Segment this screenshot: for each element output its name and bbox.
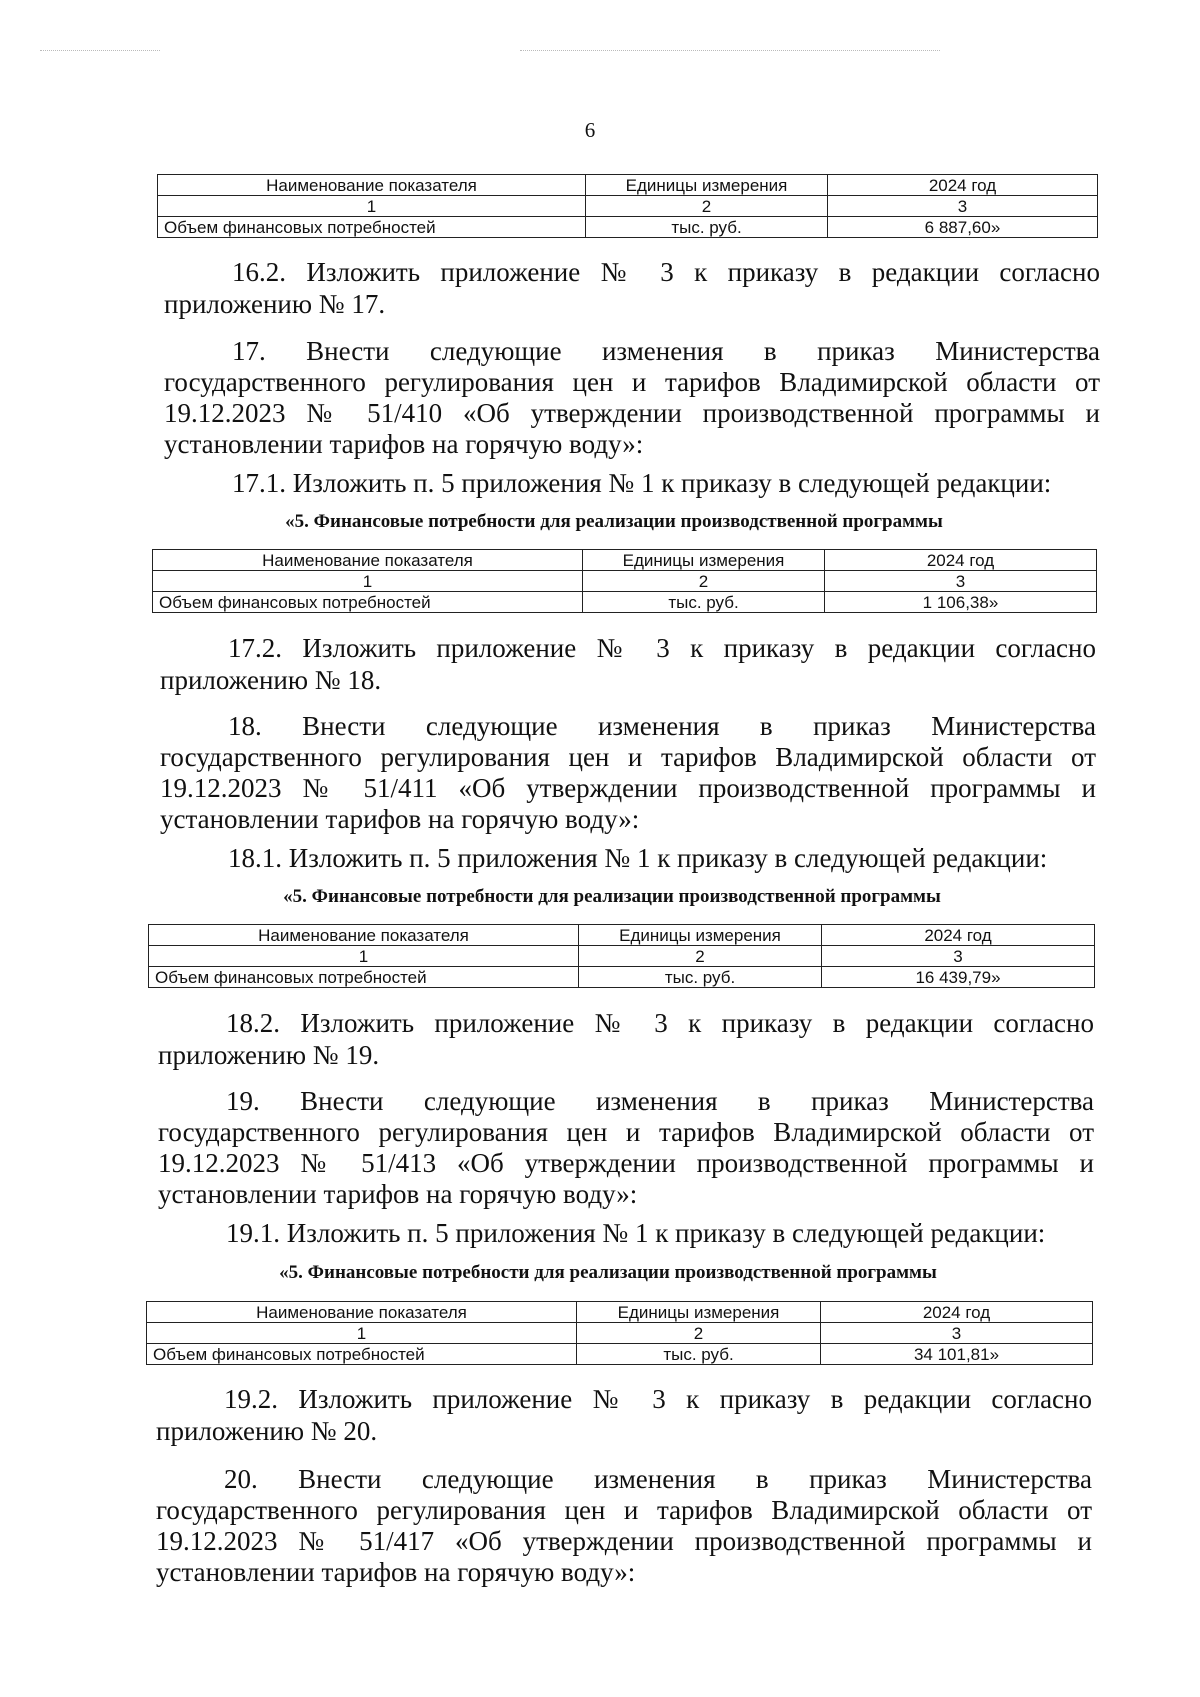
header-cell-unit: Единицы измерения — [586, 175, 828, 196]
row-label: Объем финансовых потребностей — [153, 592, 583, 613]
index-cell: 3 — [821, 1323, 1093, 1344]
row-unit: тыс. руб. — [579, 967, 822, 988]
row-label: Объем финансовых потребностей — [158, 217, 586, 238]
paragraph-18: 18. Внести следующие изменения в приказ Министерства государственного регулирования цен и тарифов Владимирской области от 19.12.2023 № 51/411 «Об утверждении производственной программы и установлении тарифов на горячую воду»: — [160, 711, 1096, 834]
index-cell: 2 — [577, 1323, 821, 1344]
paragraph-17-2-cont: приложению № 18. — [160, 665, 382, 695]
row-unit: тыс. руб. — [586, 217, 828, 238]
table-index-row — [158, 196, 1098, 217]
header-cell-unit: Единицы измерения — [577, 1302, 821, 1323]
header-cell-year: 2024 год — [828, 175, 1098, 196]
paragraph-18-2: 18.2. Изложить приложение № 3 к приказу в редакции согласно — [226, 1008, 1094, 1038]
header-cell-year: 2024 год — [821, 1302, 1093, 1323]
index-cell: 2 — [579, 946, 822, 967]
financial-table-2 — [152, 549, 1097, 613]
header-cell-unit: Единицы измерения — [583, 550, 825, 571]
table-row — [153, 592, 1097, 613]
row-unit: тыс. руб. — [583, 592, 825, 613]
row-value: 1 106,38» — [825, 592, 1097, 613]
row-unit: тыс. руб. — [577, 1344, 821, 1365]
row-value: 6 887,60» — [828, 217, 1098, 238]
index-cell: 1 — [147, 1323, 577, 1344]
header-cell-name: Наименование показателя — [153, 550, 583, 571]
index-cell: 3 — [825, 571, 1097, 592]
header-cell-name: Наименование показателя — [147, 1302, 577, 1323]
paragraph-16-2-cont: приложению № 17. — [164, 289, 386, 319]
table-header-row — [149, 925, 1095, 946]
paragraph-19: 19. Внести следующие изменения в приказ Министерства государственного регулирования цен и тарифов Владимирской области от 19.12.2023 № 51/413 «Об утверждении производственной программы и установлении тарифов на горячую воду»: — [158, 1086, 1094, 1209]
paragraph-19-1: 19.1. Изложить п. 5 приложения № 1 к приказу в следующей редакции: — [226, 1218, 1046, 1248]
page-number: 6 — [584, 118, 596, 142]
table-row — [147, 1344, 1093, 1365]
header-cell-year: 2024 год — [822, 925, 1095, 946]
row-value: 16 439,79» — [822, 967, 1095, 988]
row-value: 34 101,81» — [821, 1344, 1093, 1365]
financial-table-4 — [146, 1301, 1093, 1365]
index-cell: 3 — [828, 196, 1098, 217]
paragraph-17-1: 17.1. Изложить п. 5 приложения № 1 к приказу в следующей редакции: — [232, 468, 1052, 498]
section-heading-19: «5. Финансовые потребности для реализации производственной программы — [279, 1262, 937, 1283]
paragraph-19-2-cont: приложению № 20. — [156, 1416, 378, 1446]
paragraph-18-2-cont: приложению № 19. — [158, 1040, 380, 1070]
header-cell-year: 2024 год — [825, 550, 1097, 571]
row-label: Объем финансовых потребностей — [149, 967, 579, 988]
section-heading-18: «5. Финансовые потребности для реализации производственной программы — [283, 886, 941, 907]
header-cell-name: Наименование показателя — [158, 175, 586, 196]
paragraph-18-1: 18.1. Изложить п. 5 приложения № 1 к приказу в следующей редакции: — [228, 843, 1048, 873]
table-header-row — [153, 550, 1097, 571]
table-index-row — [147, 1323, 1093, 1344]
index-cell: 1 — [158, 196, 586, 217]
index-cell: 1 — [153, 571, 583, 592]
paragraph-17: 17. Внести следующие изменения в приказ Министерства государственного регулирования цен и тарифов Владимирской области от 19.12.2023 № 51/410 «Об утверждении производственной программы и установлении тарифов на горячую воду»: — [164, 336, 1100, 459]
index-cell: 3 — [822, 946, 1095, 967]
table-index-row — [153, 571, 1097, 592]
section-heading-17: «5. Финансовые потребности для реализации производственной программы — [285, 511, 943, 532]
row-label: Объем финансовых потребностей — [147, 1344, 577, 1365]
paragraph-16-2: 16.2. Изложить приложение № 3 к приказу в редакции согласно — [232, 257, 1100, 287]
financial-table-3 — [148, 924, 1095, 988]
table-header-row — [147, 1302, 1093, 1323]
index-cell: 2 — [583, 571, 825, 592]
index-cell: 1 — [149, 946, 579, 967]
table-row — [149, 967, 1095, 988]
table-header-row — [158, 175, 1098, 196]
financial-table-1 — [157, 174, 1098, 238]
table-index-row — [149, 946, 1095, 967]
paragraph-20: 20. Внести следующие изменения в приказ Министерства государственного регулирования цен и тарифов Владимирской области от 19.12.2023 № 51/417 «Об утверждении производственной программы и установлении тарифов на горячую воду»: — [156, 1464, 1092, 1587]
header-cell-unit: Единицы измерения — [579, 925, 822, 946]
paragraph-17-2: 17.2. Изложить приложение № 3 к приказу в редакции согласно — [228, 633, 1096, 663]
index-cell: 2 — [586, 196, 828, 217]
header-cell-name: Наименование показателя — [149, 925, 579, 946]
table-row — [158, 217, 1098, 238]
scan-artifact — [40, 50, 160, 53]
paragraph-19-2: 19.2. Изложить приложение № 3 к приказу в редакции согласно — [224, 1384, 1092, 1414]
scan-artifact — [520, 50, 940, 53]
